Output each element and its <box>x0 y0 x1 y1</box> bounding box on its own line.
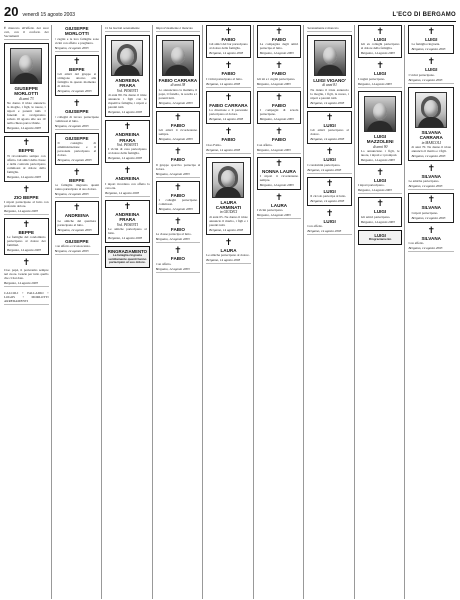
obituary-notice <box>105 35 150 117</box>
cross-icon: ✝ <box>224 27 233 37</box>
notice-text: Il consiglio di amministrazione e il personale partecipano al dolore. <box>57 141 97 158</box>
notice-place-date: Bergamo, 14 agosto 2003 <box>158 100 193 105</box>
notice-text: La direzione e il personale partecipano al dolore. <box>209 108 248 117</box>
notice-text: Le amiche partecipano al lutto. <box>108 227 147 236</box>
notice-place-date: Bergamo, 14 agosto 2003 <box>158 207 193 212</box>
notice-place-date: Bergamo, 14 agosto 2003 <box>256 213 291 218</box>
cross-icon: ✝ <box>174 112 182 123</box>
obituary-notice <box>105 25 150 32</box>
deceased-name: FABIO <box>221 71 236 77</box>
deceased-name: LUIGI <box>374 209 387 215</box>
notice-place-date: Bergamo, 14 agosto 2003 <box>408 246 443 251</box>
cross-icon: ✝ <box>224 92 233 103</box>
notice-text: I nipoti ti ricorderanno sempre. <box>259 174 299 183</box>
notice-text: Il gruppo sportivo partecipa al dolore. <box>155 162 201 171</box>
cross-icon: ✝ <box>376 61 384 72</box>
cross-icon: ✝ <box>174 147 182 158</box>
notice-text: Le famiglie del condominio partecipano al dolore dei familiari. <box>7 235 46 248</box>
notice-text: I vicini partecipano al lutto. <box>206 76 243 81</box>
cross-icon: ✝ <box>224 127 233 138</box>
deceased-name: LAURA <box>220 247 237 253</box>
notice-place-date: Bergamo, 14 agosto 2003 <box>7 126 41 131</box>
notice-text: La famiglia ringrazia. <box>411 42 441 47</box>
notice-place-date: Bergamo, 14 agosto 2003 <box>360 158 395 163</box>
obituary-notice <box>358 168 403 194</box>
cross-icon: ✝ <box>73 168 81 179</box>
notice-text: La compagnia degli amici partecipa al lutto. <box>259 42 299 51</box>
notice-text: I compagni di scuola partecipano. <box>259 108 299 117</box>
notice-text: Le amiche del quartiere partecipano al lutto. <box>57 218 97 227</box>
obituary-notice <box>257 91 302 124</box>
cross-icon: ✝ <box>73 56 81 67</box>
obituary-notice <box>358 197 403 226</box>
deceased-name: RINGRAZIAMENTO <box>107 249 148 255</box>
obituary-notice <box>156 246 201 272</box>
notice-text: Con affetto. <box>155 261 172 266</box>
deceased-name: BEPPE <box>18 148 35 154</box>
notice-place-date: Bergamo, 14 agosto 2003 <box>256 147 291 152</box>
notice-text: Lo annunciano i figli, le nuore, i nipoti e i pronipoti. <box>360 149 400 158</box>
deceased-name: SILVANA <box>421 174 441 180</box>
notice-place-date: Bergamo, 14 agosto 2003 <box>206 147 241 152</box>
portrait-photo <box>111 40 143 76</box>
notice-place-date: Bergamo, 14 agosto 2003 <box>408 184 443 189</box>
notice-text: Gli amici partecipano. <box>360 214 391 219</box>
deceased-subtitle: di anni 90 <box>372 144 388 149</box>
deceased-name: ANDREINA FRARA <box>115 132 140 143</box>
notice-text: Improvvisamente è mancato <box>155 26 194 30</box>
deceased-name: SILVANA <box>421 235 441 241</box>
notice-place-date: Bergamo, 14 agosto 2003 <box>209 227 244 232</box>
portrait-photo <box>10 48 42 84</box>
obituary-notice <box>55 238 100 255</box>
obituary-notice <box>4 25 49 40</box>
notice-place-date: Bergamo, 14 agosto 2003 <box>105 190 140 195</box>
deceased-subtitle: Ved. PESENTI <box>116 88 138 93</box>
cross-icon: ✝ <box>275 27 283 37</box>
notice-text: Ci ha lasciati serenamente <box>105 26 140 30</box>
cross-icon: ✝ <box>275 92 283 103</box>
obituary-notice <box>156 217 201 243</box>
obituary-notice <box>105 200 150 243</box>
notice-place-date: Bergamo, 14 agosto 2003 <box>108 110 143 115</box>
obituary-notice <box>55 25 100 52</box>
deceased-name: FABIO <box>221 137 236 143</box>
notice-text: La classe partecipa al lutto. <box>155 232 192 237</box>
notice-text: I vicini partecipano. <box>408 72 435 77</box>
acknowledgement-notice <box>358 230 403 245</box>
notice-place-date: Bergamo, 14 agosto 2003 <box>310 199 345 204</box>
cross-icon: ✝ <box>174 182 182 193</box>
notice-place-date: Bergamo, 14 agosto 2003 <box>310 100 345 105</box>
cross-icon: ✝ <box>376 199 384 210</box>
page-number: 20 <box>4 4 19 19</box>
notice-place-date: Bergamo, 14 agosto 2003 <box>155 266 190 271</box>
notice-text: Con affetto e riconoscenza. <box>54 244 91 249</box>
notice-text: I cugini partecipano. <box>357 76 386 81</box>
column-9 <box>408 25 456 599</box>
deceased-name: FABIO <box>272 102 287 108</box>
notice-place-date: Bergamo, 14 agosto 2003 <box>155 237 190 242</box>
column-3 <box>105 25 153 599</box>
deceased-name: ANDREINA FRARA <box>115 78 140 89</box>
cross-icon: ✝ <box>325 209 334 220</box>
obituary-notice <box>358 61 403 87</box>
notice-text: È mancato all'affetto dei suoi cari, con il conforto dei Sacramenti <box>4 26 49 38</box>
column-8 <box>358 25 406 599</box>
obituary-notice <box>408 25 454 54</box>
deceased-name: BEPPE <box>18 230 35 236</box>
cross-icon: ✝ <box>123 166 132 177</box>
deceased-name: FABIO <box>272 37 287 42</box>
deceased-subtitle: in GIUDICI <box>219 210 238 215</box>
deceased-name: FABIO CARRARA <box>209 102 248 108</box>
cross-icon: ✝ <box>427 27 435 37</box>
cross-icon: ✝ <box>376 27 384 37</box>
notice-place-date: Bergamo, 14 agosto 2003 <box>206 258 241 263</box>
cross-icon: ✝ <box>174 217 182 228</box>
notice-place-date: Bergamo, 14 agosto 2003 <box>259 117 294 122</box>
deceased-name: FABIO <box>170 122 185 128</box>
notice-place-date: Bergamo, 14 agosto 2003 <box>57 89 92 94</box>
notice-place-date: Bergamo, 14 agosto 2003 <box>259 183 294 188</box>
notice-place-date: Bergamo, 14 agosto 2003 <box>360 219 395 224</box>
obituary-notice <box>4 258 49 287</box>
notice-text: Serenamente è mancato <box>307 26 339 30</box>
paper-name: L'ECO DI BERGAMO <box>392 12 456 18</box>
obituary-notice <box>257 25 302 58</box>
notice-text: Gli amici del bar partecipano al dolore della famiglia. <box>209 42 248 51</box>
notice-place-date: Bergamo, 14 agosto 2003 <box>54 249 89 254</box>
notice-text: I vicini partecipano. <box>256 208 284 213</box>
deceased-name: GIUSEPPE MORLOTTI <box>14 86 39 97</box>
notice-text: I nipoti partecipano. <box>411 210 439 215</box>
obituary-notice <box>307 35 352 108</box>
notice-place-date: Bergamo, 14 agosto 2003 <box>259 51 294 56</box>
obituary-notice <box>206 127 251 153</box>
portrait-photo <box>162 40 194 76</box>
deceased-subtitle: di anni 73 <box>18 96 34 101</box>
notice-text: Ciao Fabio. <box>206 142 222 147</box>
notice-text: di anni 70. Ne danno il triste annuncio il marito e i figli. <box>411 145 451 154</box>
notice-text: La famiglia ringrazia quanti hanno partecipato al suo dolore. <box>54 183 100 192</box>
notice-text: I nipoti partecipano. <box>357 183 385 188</box>
obituary-notice <box>4 136 49 181</box>
cross-icon: ✝ <box>73 203 81 214</box>
cross-icon: ✝ <box>22 138 31 149</box>
notice-place-date: Bergamo, 14 agosto 2003 <box>357 81 392 86</box>
deceased-name: FABIO <box>170 256 185 262</box>
cross-icon: ✝ <box>427 225 435 236</box>
obituary-notice <box>55 99 100 129</box>
notice-place-date: Bergamo, 14 agosto 2003 <box>307 167 342 172</box>
deceased-subtitle: di anni 81 <box>322 83 337 88</box>
cross-icon: ✝ <box>22 220 31 231</box>
deceased-name: ZIO BEPPE <box>14 194 39 200</box>
cross-icon: ✝ <box>275 158 283 169</box>
deceased-name: ANDREINA <box>64 213 89 219</box>
deceased-name: FABIO <box>170 227 185 233</box>
cross-icon: ✝ <box>123 201 132 212</box>
cross-icon: ✝ <box>427 57 435 68</box>
notice-place-date: Bergamo, 14 agosto 2003 <box>4 209 38 214</box>
deceased-name: FABIO <box>170 157 185 163</box>
obituary-notice <box>4 43 49 133</box>
deceased-name: LUIGI <box>374 232 386 238</box>
obituary-notice <box>408 87 454 161</box>
notice-place-date: Bergamo, 14 agosto 2003 <box>256 81 291 86</box>
notice-text: di anni 80. Ne danno il triste annuncio i figli con le rispettive famiglie, i nipoti e parenti tutti. <box>108 93 147 110</box>
notice-place-date: Bergamo, 14 agosto 2003 <box>108 236 143 241</box>
notice-place-date: Bergamo, 14 agosto 2003 <box>57 227 92 232</box>
deceased-name: FABIO <box>272 71 287 77</box>
notice-text: Ti ricorderemo sempre con affetto. Gli amici della classe e della contrada partecipano commossi al dolore della famiglia. <box>7 153 46 174</box>
notice-text: Gli ex colleghi partecipano al dolore della famiglia. <box>360 42 400 51</box>
notice-text: Ne danno il triste annuncio la moglie, i figli, le nuore, i nipoti e parenti tutti. I funerali si svolgeranno sabato 16 agosto alle ore 10 nella chiesa parrocchiale. <box>7 101 46 126</box>
obituary-notice <box>408 226 454 252</box>
deceased-name: NONNA LAURA <box>262 168 297 174</box>
obituary-notice <box>4 218 49 255</box>
cross-icon: ✝ <box>325 178 334 189</box>
obituary-notice <box>206 91 251 124</box>
deceased-name: LUIGI <box>323 157 336 163</box>
deceased-subtitle: Ved. PESENTI <box>116 222 138 227</box>
notice-place-date: Bergamo, 14 agosto 2003 <box>54 192 89 197</box>
column-7 <box>307 25 355 599</box>
deceased-name: LUIGI <box>323 188 336 194</box>
obituary-notice <box>156 111 201 144</box>
notice-place-date: Bergamo, 14 agosto 2003 <box>158 137 193 142</box>
cross-icon: ✝ <box>325 112 334 123</box>
notice-text: I colleghi di lavoro partecipano commossi al lutto. <box>54 114 100 123</box>
obituary-notice <box>257 127 302 153</box>
obituary-notice <box>55 133 100 165</box>
deceased-name: FABIO CARRARA <box>158 78 198 83</box>
notice-text: Lo annunciano la mamma, il papà, il fratello, la sorella e i parenti tutti. <box>158 87 198 100</box>
deceased-name: FABIO <box>170 192 185 198</box>
deceased-name: LUIGI <box>374 178 387 184</box>
notice-text: Con affetto. <box>408 241 425 246</box>
column-2 <box>55 25 103 599</box>
obituary-notice <box>358 25 403 58</box>
notice-place-date: Bergamo, 14 agosto 2003 <box>155 171 190 176</box>
obituary-notice <box>4 185 49 215</box>
deceased-name: BEPPE <box>69 178 85 184</box>
notice-place-date: Bergamo, 14 agosto 2003 <box>209 117 244 122</box>
cross-icon: ✝ <box>275 61 283 72</box>
notice-text: I nipoti partecipano al lutto con profondo dolore. <box>4 200 49 209</box>
portrait-photo <box>314 40 346 76</box>
obituary-notice <box>55 55 100 96</box>
notice-place-date: Bergamo, 14 agosto 2003 <box>4 281 38 286</box>
deceased-name: BEPPE <box>69 66 85 72</box>
obituary-notice <box>408 193 454 222</box>
notice-place-date: Bergamo, 14 agosto 2003 <box>209 51 244 56</box>
cross-icon: ✝ <box>73 99 81 110</box>
obituary-notice <box>55 168 100 198</box>
cross-icon: ✝ <box>275 127 283 138</box>
deceased-name: LUIGI MAZZOLENI <box>366 133 394 145</box>
column-4 <box>156 25 204 599</box>
cross-icon: ✝ <box>123 122 132 133</box>
deceased-name: LUIGI <box>374 37 387 42</box>
notice-text: Le amiche partecipano. <box>408 179 440 184</box>
deceased-subtitle: di anni 38 <box>170 83 186 88</box>
notice-place-date: Bergamo, 14 agosto 2003 <box>54 123 89 128</box>
notice-text: I cugini e le loro famiglie sono vicini con affetto e preghiera. <box>54 36 100 45</box>
obituary-notice <box>307 177 352 206</box>
deceased-name: LUIGI VIGANO' <box>313 78 346 83</box>
deceased-name: GIUSEPPE <box>65 238 89 244</box>
notice-text: I vicini di casa partecipano al dolore della famiglia. <box>108 147 147 156</box>
column-6 <box>257 25 305 599</box>
portrait-photo <box>212 162 244 198</box>
obituary-columns <box>4 25 456 599</box>
notice-place-date: Bergamo, 14 agosto 2003 <box>411 47 446 52</box>
deceased-name: LUIGI <box>425 67 438 73</box>
deceased-name: ANDREINA <box>115 176 140 182</box>
notice-place-date: Bergamo, 14 agosto 2003 <box>54 45 89 50</box>
obituary-notice <box>307 147 352 173</box>
cross-icon: ✝ <box>174 246 182 257</box>
deceased-name: FABIO <box>272 137 287 143</box>
notice-place-date: Bergamo, 14 agosto 2003 <box>360 51 395 56</box>
deceased-name: GIUSEPPE <box>65 135 89 141</box>
masthead <box>4 4 456 22</box>
cross-icon: ✝ <box>22 184 31 195</box>
notice-text: I colleghi partecipano commossi. <box>158 198 198 207</box>
cross-icon: ✝ <box>427 164 435 175</box>
notice-text: I nipoti ricordano con affetto la cara zia. <box>105 181 150 190</box>
portrait-photo <box>364 96 396 132</box>
deceased-name: GIUSEPPE <box>65 109 89 115</box>
notice-place-date: Bergamo, 14 agosto 2003 <box>411 215 446 220</box>
deceased-name: LAURA <box>271 203 288 209</box>
obituary-notice <box>307 25 352 32</box>
deceased-name: LUIGI <box>323 122 336 128</box>
notice-place-date: Bergamo, 14 agosto 2003 <box>310 137 345 142</box>
cross-icon: ✝ <box>224 61 233 72</box>
notice-text: Ne danno il triste annuncio la moglie, i figli, le nuore, i nipoti e parenti tutti. <box>310 87 349 100</box>
obituary-notice <box>257 193 302 219</box>
notice-place-date: Bergamo, 14 agosto 2003 <box>357 188 392 193</box>
notice-text: di anni 65. Ne danno il triste annuncio il marito, i figli e i parenti tutti. <box>209 214 248 227</box>
notice-text: Le amiche partecipano al dolore. <box>206 253 250 258</box>
deceased-name: LUIGI <box>425 37 438 42</box>
notice-text: Il circolo partecipa al lutto. <box>310 194 347 199</box>
notice-place-date: Bergamo, 14 agosto 2003 <box>408 77 443 82</box>
obituary-notice <box>257 61 302 87</box>
obituary-notice <box>307 209 352 235</box>
notice-text: Gli zii e i cugini partecipano. <box>256 76 296 81</box>
obituary-notice <box>358 91 403 165</box>
notice-text: Con affetto. <box>307 224 324 229</box>
obituary-notice <box>257 157 302 190</box>
deceased-name: SILVANA <box>421 205 441 211</box>
issue-date: venerdì 15 agosto 2003 <box>22 12 76 18</box>
notice-text: Ciao papà, ti porteremo sempre nel cuore. Grazie per tutto quello che ci hai dato. <box>4 268 49 281</box>
obituary-notice <box>206 25 251 58</box>
deceased-name: GIUSEPPE MORLOTTI <box>64 26 89 37</box>
deceased-name: SILVANA CARRARA <box>419 129 443 141</box>
obituary-notice <box>206 238 251 264</box>
notice-text: I condomini partecipano. <box>307 162 341 167</box>
notice-place-date: Bergamo, 14 agosto 2003 <box>7 248 41 253</box>
portrait-photo <box>415 92 447 128</box>
notice-place-date: Bergamo, 14 agosto 2003 <box>7 174 41 179</box>
notice-text: La famiglia ringrazia sentitamente quanti hanno partecipato al suo dolore. <box>108 253 147 265</box>
deceased-name: FABIO <box>221 37 236 42</box>
notice-text: Gli amici del gruppo si stringono attorno alla famiglia in questo momento di dolore. <box>57 72 97 89</box>
column-1 <box>4 25 52 599</box>
notice-place-date: Bergamo, 14 agosto 2003 <box>57 158 92 163</box>
deceased-name: ANDREINA FRARA <box>115 211 140 223</box>
obituary-notice <box>4 290 49 305</box>
deceased-name: LUIGI <box>323 219 336 225</box>
obituary-notice <box>156 35 201 108</box>
deceased-name: LUIGI <box>374 71 387 77</box>
column-5 <box>206 25 254 599</box>
deceased-name: LAURA CARMINATI <box>215 199 242 211</box>
obituary-notice <box>206 157 251 235</box>
obituary-notice <box>408 164 454 190</box>
notice-place-date: Bergamo, 14 agosto 2003 <box>108 156 143 161</box>
deceased-subtitle: Ved. PESENTI <box>116 143 138 148</box>
notice-place-date: Bergamo, 14 agosto 2003 <box>307 229 342 234</box>
cross-icon: ✝ <box>325 147 334 158</box>
obituary-notice <box>156 181 201 214</box>
obituary-notice <box>156 25 201 32</box>
obituary-notice <box>307 111 352 144</box>
notice-text: Gli amici ti ricorderanno sempre. <box>158 128 198 137</box>
obituary-notice <box>156 147 201 177</box>
notice-text: Gli amici partecipano al dolore. <box>310 128 349 137</box>
deceased-subtitle: in MARCOLI <box>421 140 441 145</box>
cross-icon: ✝ <box>224 237 233 248</box>
acknowledgement-notice <box>105 246 150 268</box>
cross-icon: ✝ <box>275 193 283 204</box>
obituary-notice <box>55 201 100 234</box>
notice-place-date: Bergamo, 14 agosto 2003 <box>206 81 241 86</box>
obituary-notice <box>206 61 251 87</box>
notice-text: CALCOLI • PALLADIO • LOGOS • MORLOTTI ARREDAMENTI <box>4 291 49 304</box>
notice-text: Con affetto. <box>256 142 273 147</box>
obituary-notice <box>408 57 454 83</box>
cross-icon: ✝ <box>376 168 384 179</box>
obituary-notice <box>105 120 150 163</box>
obituary-notice <box>105 166 150 196</box>
notice-place-date: Bergamo, 14 agosto 2003 <box>411 154 446 159</box>
cross-icon: ✝ <box>427 195 435 206</box>
notice-text: Ringraziamento <box>368 236 392 241</box>
cross-icon: ✝ <box>22 258 31 269</box>
